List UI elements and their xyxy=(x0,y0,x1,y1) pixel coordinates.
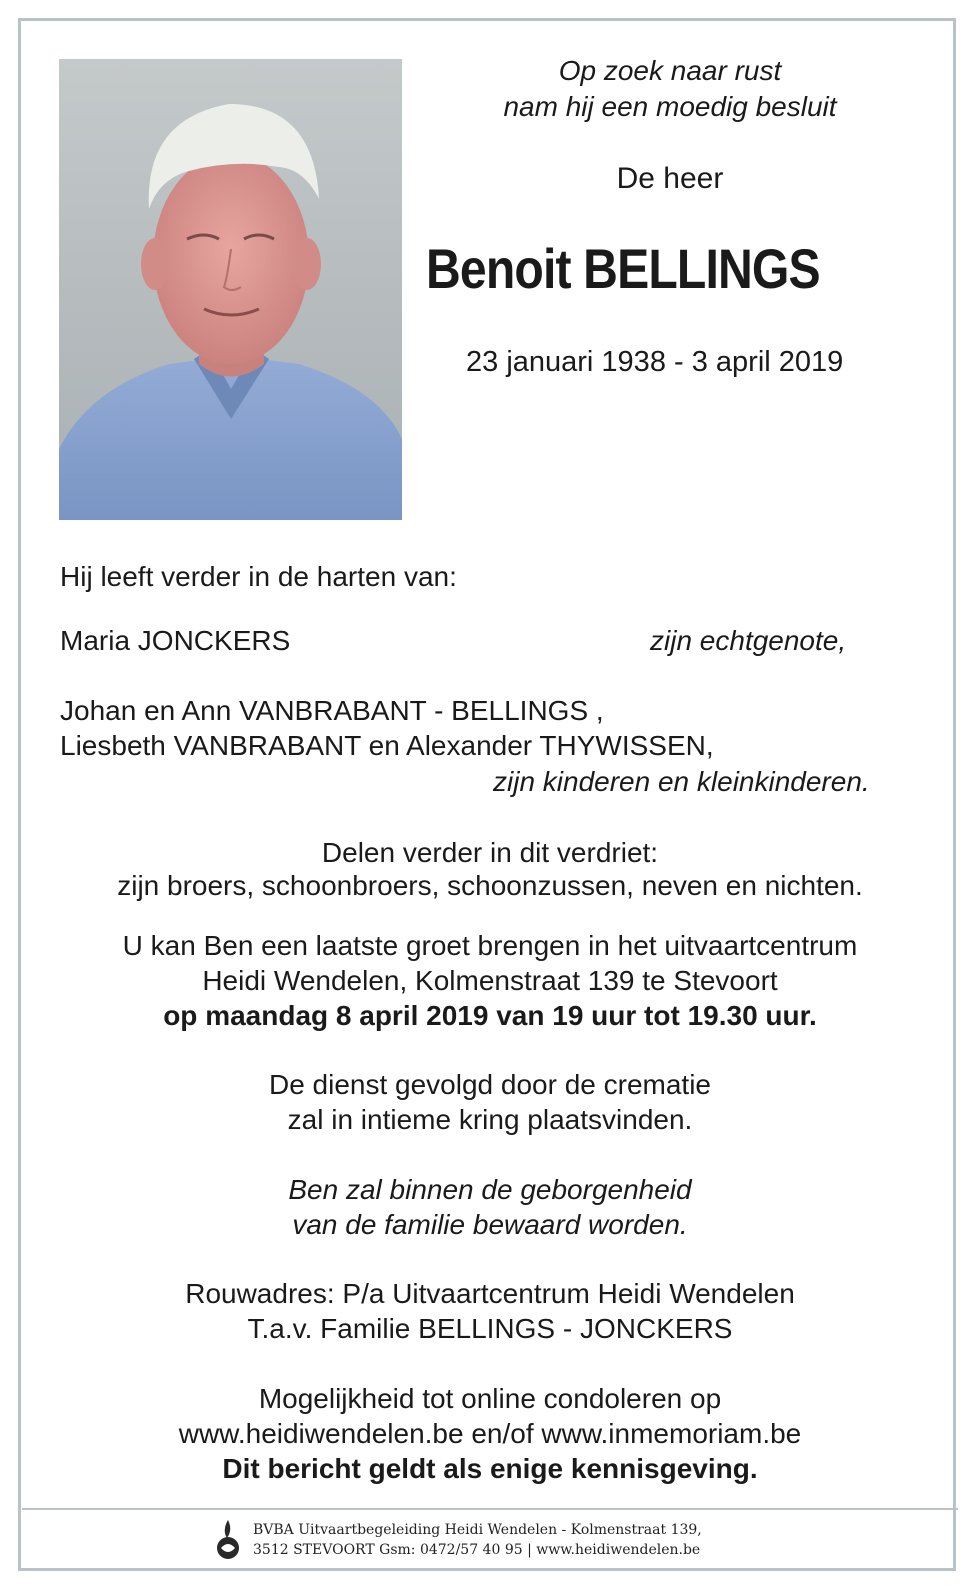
farewell-line-1: U kan Ben een laatste groet brengen in het uitvaartcentrum xyxy=(122,930,858,961)
survived-intro: Hij leeft verder in de harten van: xyxy=(60,561,457,592)
family-note-line-1: Ben zal binnen de geborgenheid xyxy=(288,1174,692,1205)
address-line-1: Rouwadres: P/a Uitvaartcentrum Heidi Wendelen xyxy=(185,1278,795,1309)
quote-line-2: nam hij een moedig besluit xyxy=(503,91,837,122)
portrait-photo xyxy=(59,59,402,520)
spouse-relation: zijn echtgenote, xyxy=(650,625,847,656)
address-line-2: T.a.v. Familie BELLINGS - JONCKERS xyxy=(247,1313,733,1344)
online-line-1: Mogelijkheid tot online condoleren op xyxy=(258,1383,722,1414)
footer-line-1: BVBA Uitvaartbegeleiding Heidi Wendelen - Kolmenstraat 139, xyxy=(253,1522,702,1538)
farewell-when: op maandag 8 april 2019 van 19 uur tot 19.30 uur. xyxy=(163,1000,817,1031)
footer-line-2: 3512 STEVOORT Gsm: 0472/57 40 95 | www.heidiwendelen.be xyxy=(253,1542,701,1558)
funeral-home-logo-icon xyxy=(213,1518,243,1562)
spouse-name: Maria JONCKERS xyxy=(60,625,291,656)
footer-divider xyxy=(22,1508,958,1510)
notice: Dit bericht geldt als enige kennisgeving. xyxy=(222,1453,758,1484)
children-line-2: Liesbeth VANBRABANT en Alexander THYWISSEN, xyxy=(60,730,714,761)
family-note-line-2: van de familie bewaard worden. xyxy=(292,1209,688,1240)
service-line-2: zal in intieme kring plaatsvinden. xyxy=(287,1104,693,1135)
service-line-1: De dienst gevolgd door de crematie xyxy=(268,1069,712,1100)
deceased-name: Benoit BELLINGS xyxy=(426,237,820,300)
life-dates: 23 januari 1938 - 3 april 2019 xyxy=(466,346,844,378)
honorific: De heer xyxy=(616,162,724,195)
sharing-line-1: Delen verder in dit verdriet: xyxy=(321,837,659,868)
online-urls: www.heidiwendelen.be en/of www.inmemoriam.be xyxy=(178,1418,802,1449)
children-line-1: Johan en Ann VANBRABANT - BELLINGS , xyxy=(60,695,604,726)
farewell-line-2: Heidi Wendelen, Kolmenstraat 139 te Stevoort xyxy=(202,965,778,996)
sharing-line-2: zijn broers, schoonbroers, schoonzussen, neven en nichten. xyxy=(117,870,863,901)
quote-line-1: Op zoek naar rust xyxy=(558,55,782,86)
children-relation: zijn kinderen en kleinkinderen. xyxy=(493,766,870,797)
